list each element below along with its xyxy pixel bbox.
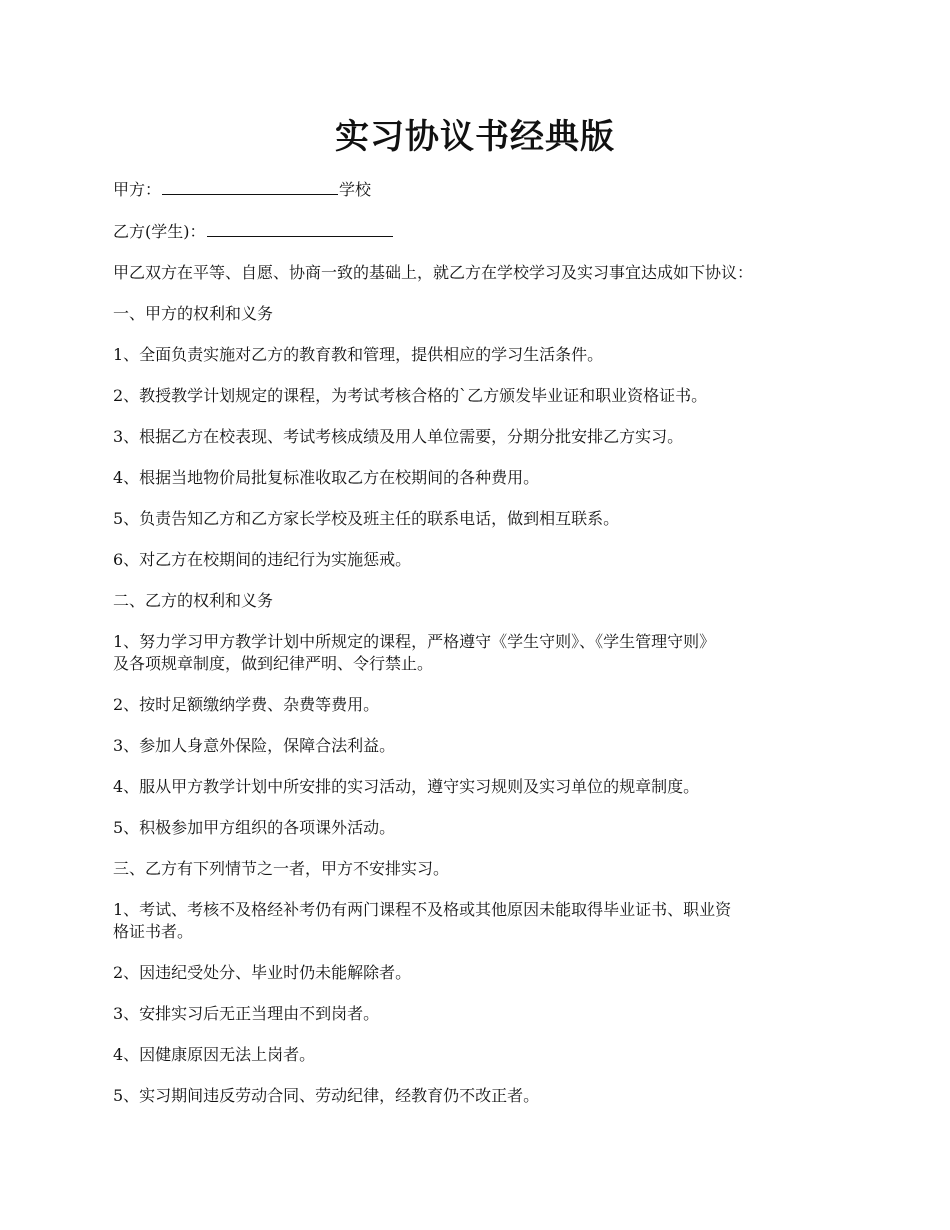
paragraph-1-3: 3、根据乙方在校表现、考试考核成绩及用人单位需要，分期分批安排乙方实习。 <box>113 427 684 446</box>
paragraph-2-1: 1、努力学习甲方教学计划中所规定的课程，严格遵守《学生守则》、《学生管理守则》 及各项规章制度，做到纪律严明、令行禁止。 <box>113 632 716 673</box>
party-b-blank <box>207 220 393 237</box>
paragraph-2-5: 5、积极参加甲方组织的各项课外活动。 <box>113 818 396 837</box>
paragraph-2-3: 3、参加人身意外保险，保障合法利益。 <box>113 736 396 755</box>
paragraph-2-2: 2、按时足额缴纳学费、杂费等费用。 <box>113 695 380 714</box>
paragraph-1-5: 5、负责告知乙方和乙方家长学校及班主任的联系电话，做到相互联系。 <box>113 509 620 528</box>
paragraph-intro: 甲乙双方在平等、自愿、协商一致的基础上，就乙方在学校学习及实习事宜达成如下协议： <box>113 263 754 282</box>
party-b-label: 乙方(学生)： <box>113 222 206 241</box>
paragraph-2-4: 4、服从甲方教学计划中所安排的实习活动，遵守实习规则及实习单位的规章制度。 <box>113 777 700 796</box>
party-b-line <box>113 220 853 243</box>
section-heading-3: 三、乙方有下列情节之一者，甲方不安排实习。 <box>113 859 450 878</box>
paragraph-3-3: 3、安排实习后无正当理由不到岗者。 <box>113 1004 380 1023</box>
paragraph-3-5: 5、实习期间违反劳动合同、劳动纪律，经教育仍不改正者。 <box>113 1086 540 1105</box>
document-title: 实习协议书经典版 <box>335 117 615 157</box>
paragraph-3-2: 2、因违纪受处分、毕业时仍未能解除者。 <box>113 963 412 982</box>
paragraph-3-4: 4、因健康原因无法上岗者。 <box>113 1045 316 1064</box>
party-a-suffix: 学校 <box>339 180 372 199</box>
paragraph-1-4: 4、根据当地物价局批复标准收取乙方在校期间的各种费用。 <box>113 468 540 487</box>
party-a-line <box>113 178 853 201</box>
paragraph-1-1: 1、全面负责实施对乙方的教育教和管理，提供相应的学习生活条件。 <box>113 345 604 364</box>
section-heading-1: 一、甲方的权利和义务 <box>113 304 274 323</box>
paragraph-1-2: 2、教授教学计划规定的课程，为考试考核合格的`乙方颁发毕业证和职业资格证书。 <box>113 386 708 405</box>
section-heading-2: 二、乙方的权利和义务 <box>113 591 274 610</box>
party-a-blank <box>162 178 338 195</box>
paragraph-1-6: 6、对乙方在校期间的违纪行为实施惩戒。 <box>113 550 412 569</box>
document-body <box>113 178 853 1126</box>
party-a-label: 甲方： <box>113 180 162 199</box>
paragraph-3-1: 1、考试、考核不及格经补考仍有两门课程不及格或其他原因未能取得毕业证书、职业资 格证书者。 <box>113 900 732 941</box>
